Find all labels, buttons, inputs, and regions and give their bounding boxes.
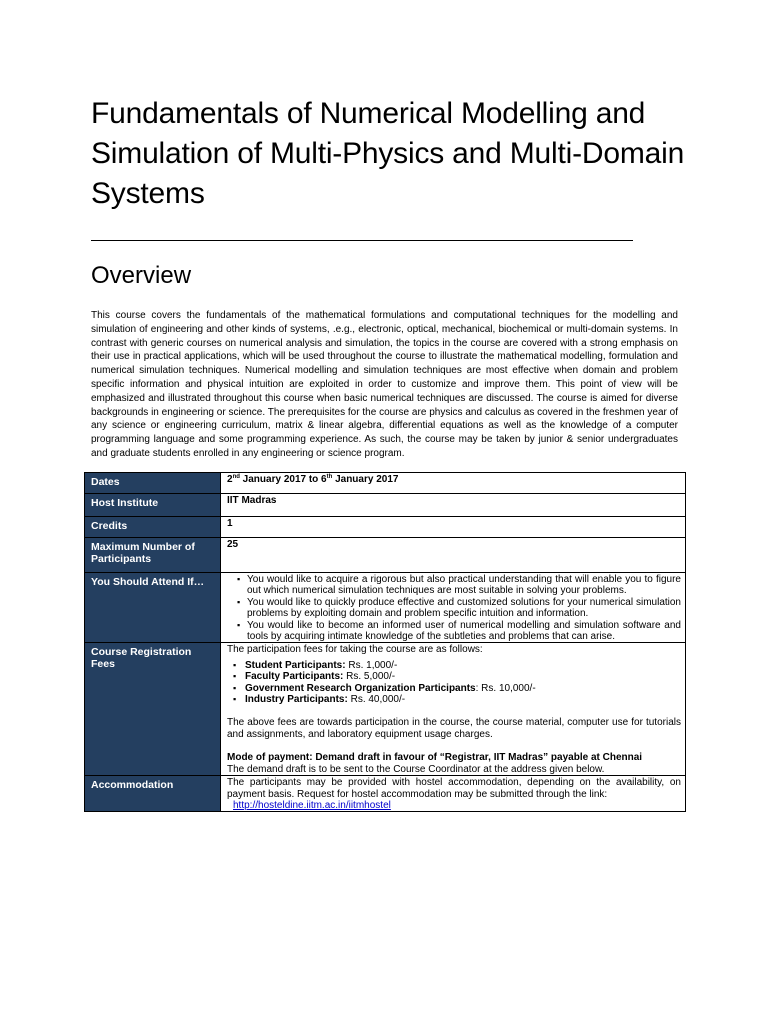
hostel-link[interactable]: http://hosteldine.iitm.ac.in/iitmhostel xyxy=(233,799,391,811)
max-participants-label: Maximum Number of Participants xyxy=(85,538,221,573)
list-item: ▪ Student Participants: Rs. 1,000/- xyxy=(233,660,681,671)
overview-paragraph: This course covers the fundamentals of the mathematical formulations and computational techniques for the modelling and simulation of engineering and other kinds of systems, .e.g., electronic, optical, mechanical, biochemical or multi-domain systems. In contrast with generic courses on numerical analysis and simulation, the topics in the course are covered with a strong emphasis on their use in practical applications, which will be used throughout the course to illustrate the mathematical modelling, formulation and numerical simulation techniques. Numerical modelling and simulation techniques are most effective when domain and problem specific information and physical intuition are exploited in order to customize and improve them. This point of view will be emphasized and illustrated throughout this course when basic numerical techniques are discussed. The course is aimed for diverse backgrounds in engineering or science. The prerequisites for the course are physics and calculus as covered in the freshmen year of any science or engineering curriculum, matrix & linear algebra, differential equations as well as the knowledge of a computer programming language and some programming experience. As such, the course may be taken by junior & senior undergraduates and graduate students enrolled in any engineering or science program. xyxy=(91,310,678,459)
list-item: ▪ You would like to quickly produce effective and customized solutions for your numerical simulation problems by exploiting domain and problem specific intuition and information. xyxy=(237,597,681,620)
attend-label: You Should Attend If… xyxy=(85,573,221,643)
list-item: ▪ Faculty Participants: Rs. 5,000/- xyxy=(233,671,681,682)
table-row-credits xyxy=(85,517,686,538)
payment-note: The demand draft is to be sent to the Course Coordinator at the address given below. xyxy=(227,763,605,775)
dates-value xyxy=(221,473,686,494)
attend-list xyxy=(227,574,681,642)
attend-value xyxy=(221,573,686,643)
dates-start-suffix: nd xyxy=(232,474,240,480)
dates-label: Dates xyxy=(85,473,221,494)
table-row-max-participants xyxy=(85,538,686,573)
list-item: ▪ Government Research Organization Participants: Rs. 10,000/- xyxy=(233,683,681,694)
credits-value: 1 xyxy=(221,517,686,538)
table-row-dates xyxy=(85,473,686,494)
accommodation-value xyxy=(221,776,686,812)
table-row-host xyxy=(85,494,686,517)
document-title: Fundamentals of Numerical Modelling and Simulation of Multi-Physics and Multi-Domain Systems xyxy=(91,97,685,210)
host-value: IIT Madras xyxy=(221,494,686,517)
dates-end: January 2017 xyxy=(332,474,399,485)
table-row-attend xyxy=(85,573,686,643)
title-divider xyxy=(91,240,633,241)
fees-list xyxy=(227,660,681,706)
dates-middle: January 2017 to 6 xyxy=(239,474,327,485)
payment-mode: Mode of payment: Demand draft in favour of “Registrar, IIT Madras” payable at Chennai xyxy=(227,752,643,764)
dates-start-day: 2 xyxy=(227,474,233,485)
table-row-accommodation xyxy=(85,776,686,812)
fees-value xyxy=(221,643,686,776)
max-participants-value: 25 xyxy=(221,538,686,573)
dates-end-suffix: th xyxy=(326,474,333,480)
table-row-fees xyxy=(85,643,686,776)
fees-note: The above fees are towards participation in the course, the course material, computer use for tutorials and assignments, and laboratory equipment usage charges. xyxy=(227,717,681,740)
accommodation-text: The participants may be provided with hostel accommodation, depending on the availability, on payment basis. Request for hostel accommodation may be submitted through the link: xyxy=(227,777,681,800)
course-details-table xyxy=(84,472,686,812)
accommodation-label: Accommodation xyxy=(85,776,221,812)
credits-label: Credits xyxy=(85,517,221,538)
list-item: ▪ You would like to acquire a rigorous but also practical understanding that will enable you to figure out which numerical simulation techniques are most suitable in solving your problems. xyxy=(237,574,681,597)
overview-heading: Overview xyxy=(91,262,192,289)
list-item: ▪ Industry Participants: Rs. 40,000/- xyxy=(233,694,681,705)
host-label: Host Institute xyxy=(85,494,221,517)
list-item: ▪ You would like to become an informed user of numerical modelling and simulation software and tools by acquiring intimate knowledge of the subtleties and problems that can arise. xyxy=(237,620,681,643)
fees-intro: The participation fees for taking the course are as follows: xyxy=(227,644,483,656)
fees-label: Course Registration Fees xyxy=(85,643,221,776)
